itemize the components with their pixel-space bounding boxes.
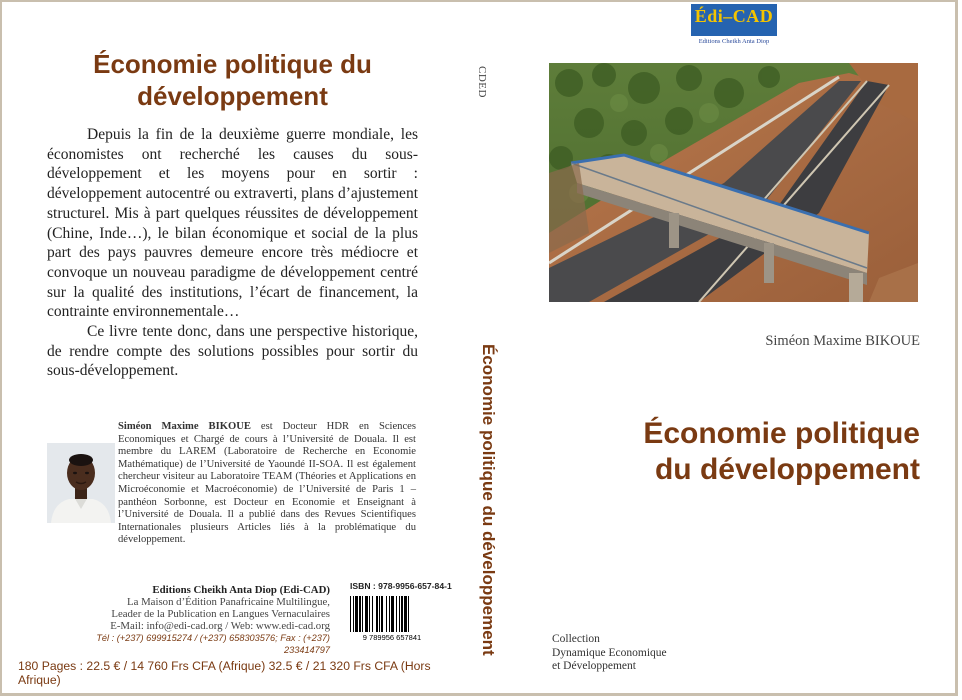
collection-line-1: Collection <box>552 633 600 645</box>
publisher-block <box>60 584 330 656</box>
barcode-bar <box>365 596 368 632</box>
publisher-line-2: Leader de la Publication en Langues Vernaculaires <box>111 608 330 620</box>
collection-label <box>552 633 667 674</box>
front-title-line-2: du développement <box>654 453 920 486</box>
front-cover-title <box>560 416 920 488</box>
barcode-bar <box>386 596 387 632</box>
barcode-bar <box>372 596 373 632</box>
logo-text: Édi–CAD <box>694 6 774 26</box>
back-title-line-1: Économie politique du <box>93 49 372 79</box>
barcode-icon <box>348 594 436 642</box>
isbn-label: ISBN : 978-9956-657-84-1 <box>350 581 452 591</box>
publisher-phones: Tél : (+237) 699915274 / (+237) 658303576; Fax : (+237) 233414797 <box>96 633 330 655</box>
spine-title: Économie politique du développement <box>479 344 498 656</box>
logo-subtitle: Editions Cheikh Anta Diop <box>698 38 770 45</box>
barcode-bar <box>399 596 400 632</box>
collection-line-2: Dynamique Economique <box>552 646 667 659</box>
publisher-line-1: La Maison d’Édition Panafricaine Multilingue, <box>127 596 330 608</box>
publisher-name: Editions Cheikh Anta Diop (Edi-CAD) <box>152 584 330 596</box>
author-portrait-icon <box>47 443 115 523</box>
barcode-bar <box>391 596 394 632</box>
barcode-bar <box>362 596 363 632</box>
cover-photo-bridge <box>549 63 918 302</box>
barcode-bar <box>359 596 361 632</box>
publisher-contact: E-Mail: info@edi-cad.org / Web: www.edi-cad.org <box>110 620 330 632</box>
barcode-bar <box>353 596 354 632</box>
blurb-paragraph-1: Depuis la fin de la deuxième guerre mondiale, les économistes ont recherché les causes du sous-développement et les moyens pour en sortir : développement autocentré ou extraverti, plans d’ajustement structurel. Mis à part quelques réussites de développement (Chine, Inde…), le bilan économique et social de la plus part des pays pauvres demeure encore très médiocre et convoque un nouveau paradigme de développement centré sur la qualité des institutions, l’écart de financement, la contrainte environnementale… <box>47 126 418 321</box>
front-author-name: Siméon Maxime BIKOUE <box>765 333 920 349</box>
barcode-bar <box>381 596 383 632</box>
price-line: 180 Pages : 22.5 € / 14 760 Frs CFA (Afrique) 32.5 € / 21 320 Frs CFA (Hors Afrique) <box>18 659 431 687</box>
barcode-bar <box>396 596 397 632</box>
back-cover-blurb <box>47 125 418 381</box>
barcode-bar <box>369 596 370 632</box>
barcode-bar <box>350 596 351 632</box>
highway-bridge-image <box>549 63 918 302</box>
publisher-logo <box>691 4 777 36</box>
barcode-bar <box>404 596 407 632</box>
bio-author-name: Siméon Maxime BIKOUE <box>118 421 251 432</box>
front-title-line-1: Économie politique <box>643 417 920 450</box>
barcode-bar <box>401 596 403 632</box>
author-biography <box>118 421 416 547</box>
barcode-bar <box>376 596 378 632</box>
barcode-digits: 9 789956 657841 <box>362 633 422 642</box>
bio-text: est Docteur HDR en Sciences Economiques et Chargé de cours à l’Université de Douala. Il est membre du LAREM (Laboratoire de Recherche en Economie Mathématique) de l’Université de Yaoundé II-SOA. Il est également chercheur visiteur au Laboratoire TEAM (Théories et Applications en Microéconomie et Macroéconomie) de l’Université de Paris 1 – panthéon Sorbonne, est Docteur en Economie et Enseignant à l’Université de Douala. Il a publié dans des Revues Scientifiques Internationales plusieurs Articles liés à la problématique du développement. <box>118 421 417 546</box>
back-title-line-2: développement <box>137 81 328 111</box>
barcode-bar <box>355 596 358 632</box>
barcode-bar <box>408 596 409 632</box>
barcode-bar <box>379 596 380 632</box>
blurb-paragraph-2: Ce livre tente donc, dans une perspective historique, de rendre compte des solutions possibles pour sortir du sous-développement. <box>47 323 418 380</box>
collection-line-3: et Développement <box>552 660 636 672</box>
author-photo <box>47 443 115 523</box>
spine-code: CDED <box>476 66 488 98</box>
back-cover-title <box>40 48 425 112</box>
barcode-bar <box>389 596 390 632</box>
